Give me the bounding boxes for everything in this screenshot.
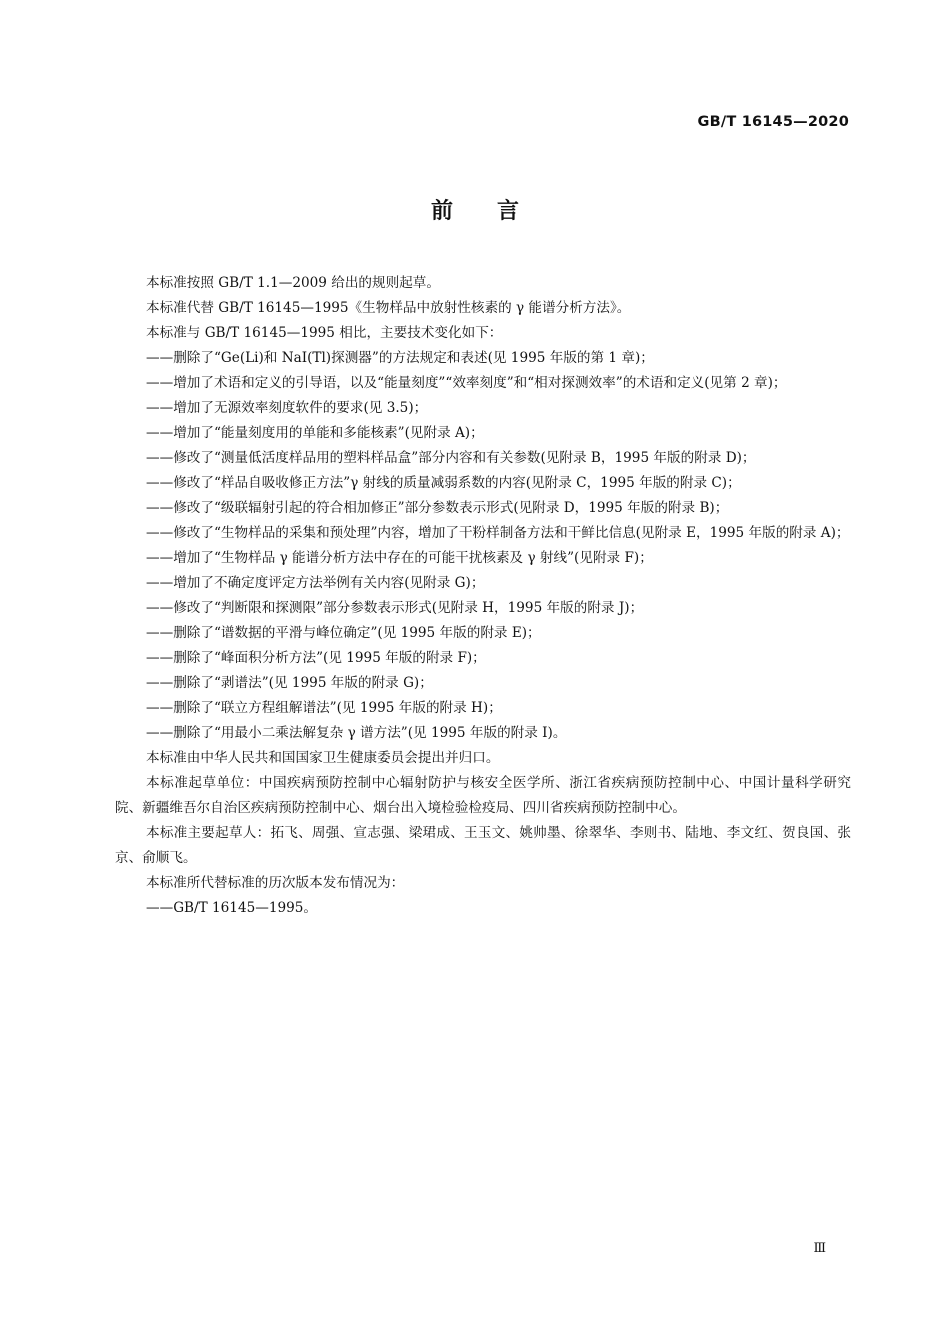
proposer-paragraph: 本标准由中华人民共和国国家卫生健康委员会提出并归口。: [146, 750, 500, 766]
change-item: ——修改了“级联辐射引起的符合相加修正”部分参数表示形式(见附录 D，1995 年版的附录 B)；: [146, 500, 729, 516]
standard-code: GB/T 16145—2020: [697, 114, 849, 130]
page-number: Ⅲ: [813, 1241, 826, 1256]
change-item: ——增加了“生物样品 γ 能谱分析方法中存在的可能干扰核素及 γ 射线”(见附录 F)；: [146, 550, 653, 566]
changes-list: [115, 346, 851, 746]
change-item: ——删除了“用最小二乘法解复杂 γ 谱方法”(见 1995 年版的附录 I)。: [146, 725, 567, 741]
drafters-paragraph: 本标准主要起草人：拓飞、周强、宣志强、梁珺成、王玉文、姚帅墨、徐翠华、李则书、陆地、李文红、贺良国、张京、俞顺飞。: [115, 825, 851, 866]
history-item: ——GB/T 16145—1995。: [146, 900, 318, 916]
history-intro-paragraph: 本标准所代替标准的历次版本发布情况为：: [146, 875, 405, 891]
change-item: ——删除了“剥谱法”(见 1995 年版的附录 G)；: [146, 675, 433, 691]
change-item: ——增加了无源效率刻度软件的要求(见 3.5)；: [146, 400, 428, 416]
page-title: 前言: [430, 199, 563, 224]
drafting-units-paragraph: 本标准起草单位：中国疾病预防控制中心辐射防护与核安全医学所、浙江省疾病预防控制中心、中国计量科学研究院、新疆维吾尔自治区疾病预防控制中心、烟台出入境检验检疫局、四川省疾病预防控制中心。: [115, 775, 851, 816]
change-item: ——修改了“判断限和探测限”部分参数表示形式(见附录 H，1995 年版的附录 J)；: [146, 600, 644, 616]
change-item: ——修改了“生物样品的采集和预处理”内容，增加了干粉样制备方法和干鲜比信息(见附录 E，1995 年版的附录 A)；: [146, 525, 850, 541]
change-item: ——删除了“联立方程组解谱法”(见 1995 年版的附录 H)；: [146, 700, 502, 716]
change-item: ——删除了“Ge(Li)和 NaI(Tl)探测器”的方法规定和表述(见 1995 年版的第 1 章)；: [146, 350, 654, 366]
intro-paragraph: 本标准与 GB/T 16145—1995 相比，主要技术变化如下：: [146, 325, 503, 341]
change-item: ——修改了“样品自吸收修正方法”γ 射线的质量减弱系数的内容(见附录 C，1995 年版的附录 C)；: [146, 475, 741, 491]
change-item: ——删除了“峰面积分析方法”(见 1995 年版的附录 F)；: [146, 650, 486, 666]
intro-paragraph: 本标准按照 GB/T 1.1—2009 给出的规则起草。: [146, 275, 440, 291]
foreword-body: [115, 271, 851, 921]
change-item: ——增加了术语和定义的引导语，以及“能量刻度”“效率刻度”和“相对探测效率”的术语和定义(见第 2 章)；: [146, 375, 787, 391]
change-item: ——增加了“能量刻度用的单能和多能核素”(见附录 A)；: [146, 425, 484, 441]
change-item: ——删除了“谱数据的平滑与峰位确定”(见 1995 年版的附录 E)；: [146, 625, 541, 641]
change-item: ——修改了“测量低活度样品用的塑料样品盒”部分内容和有关参数(见附录 B，1995 年版的附录 D)；: [146, 450, 756, 466]
change-item: ——增加了不确定度评定方法举例有关内容(见附录 G)；: [146, 575, 485, 591]
intro-paragraph: 本标准代替 GB/T 16145—1995《生物样品中放射性核素的 γ 能谱分析方法》。: [146, 300, 631, 316]
